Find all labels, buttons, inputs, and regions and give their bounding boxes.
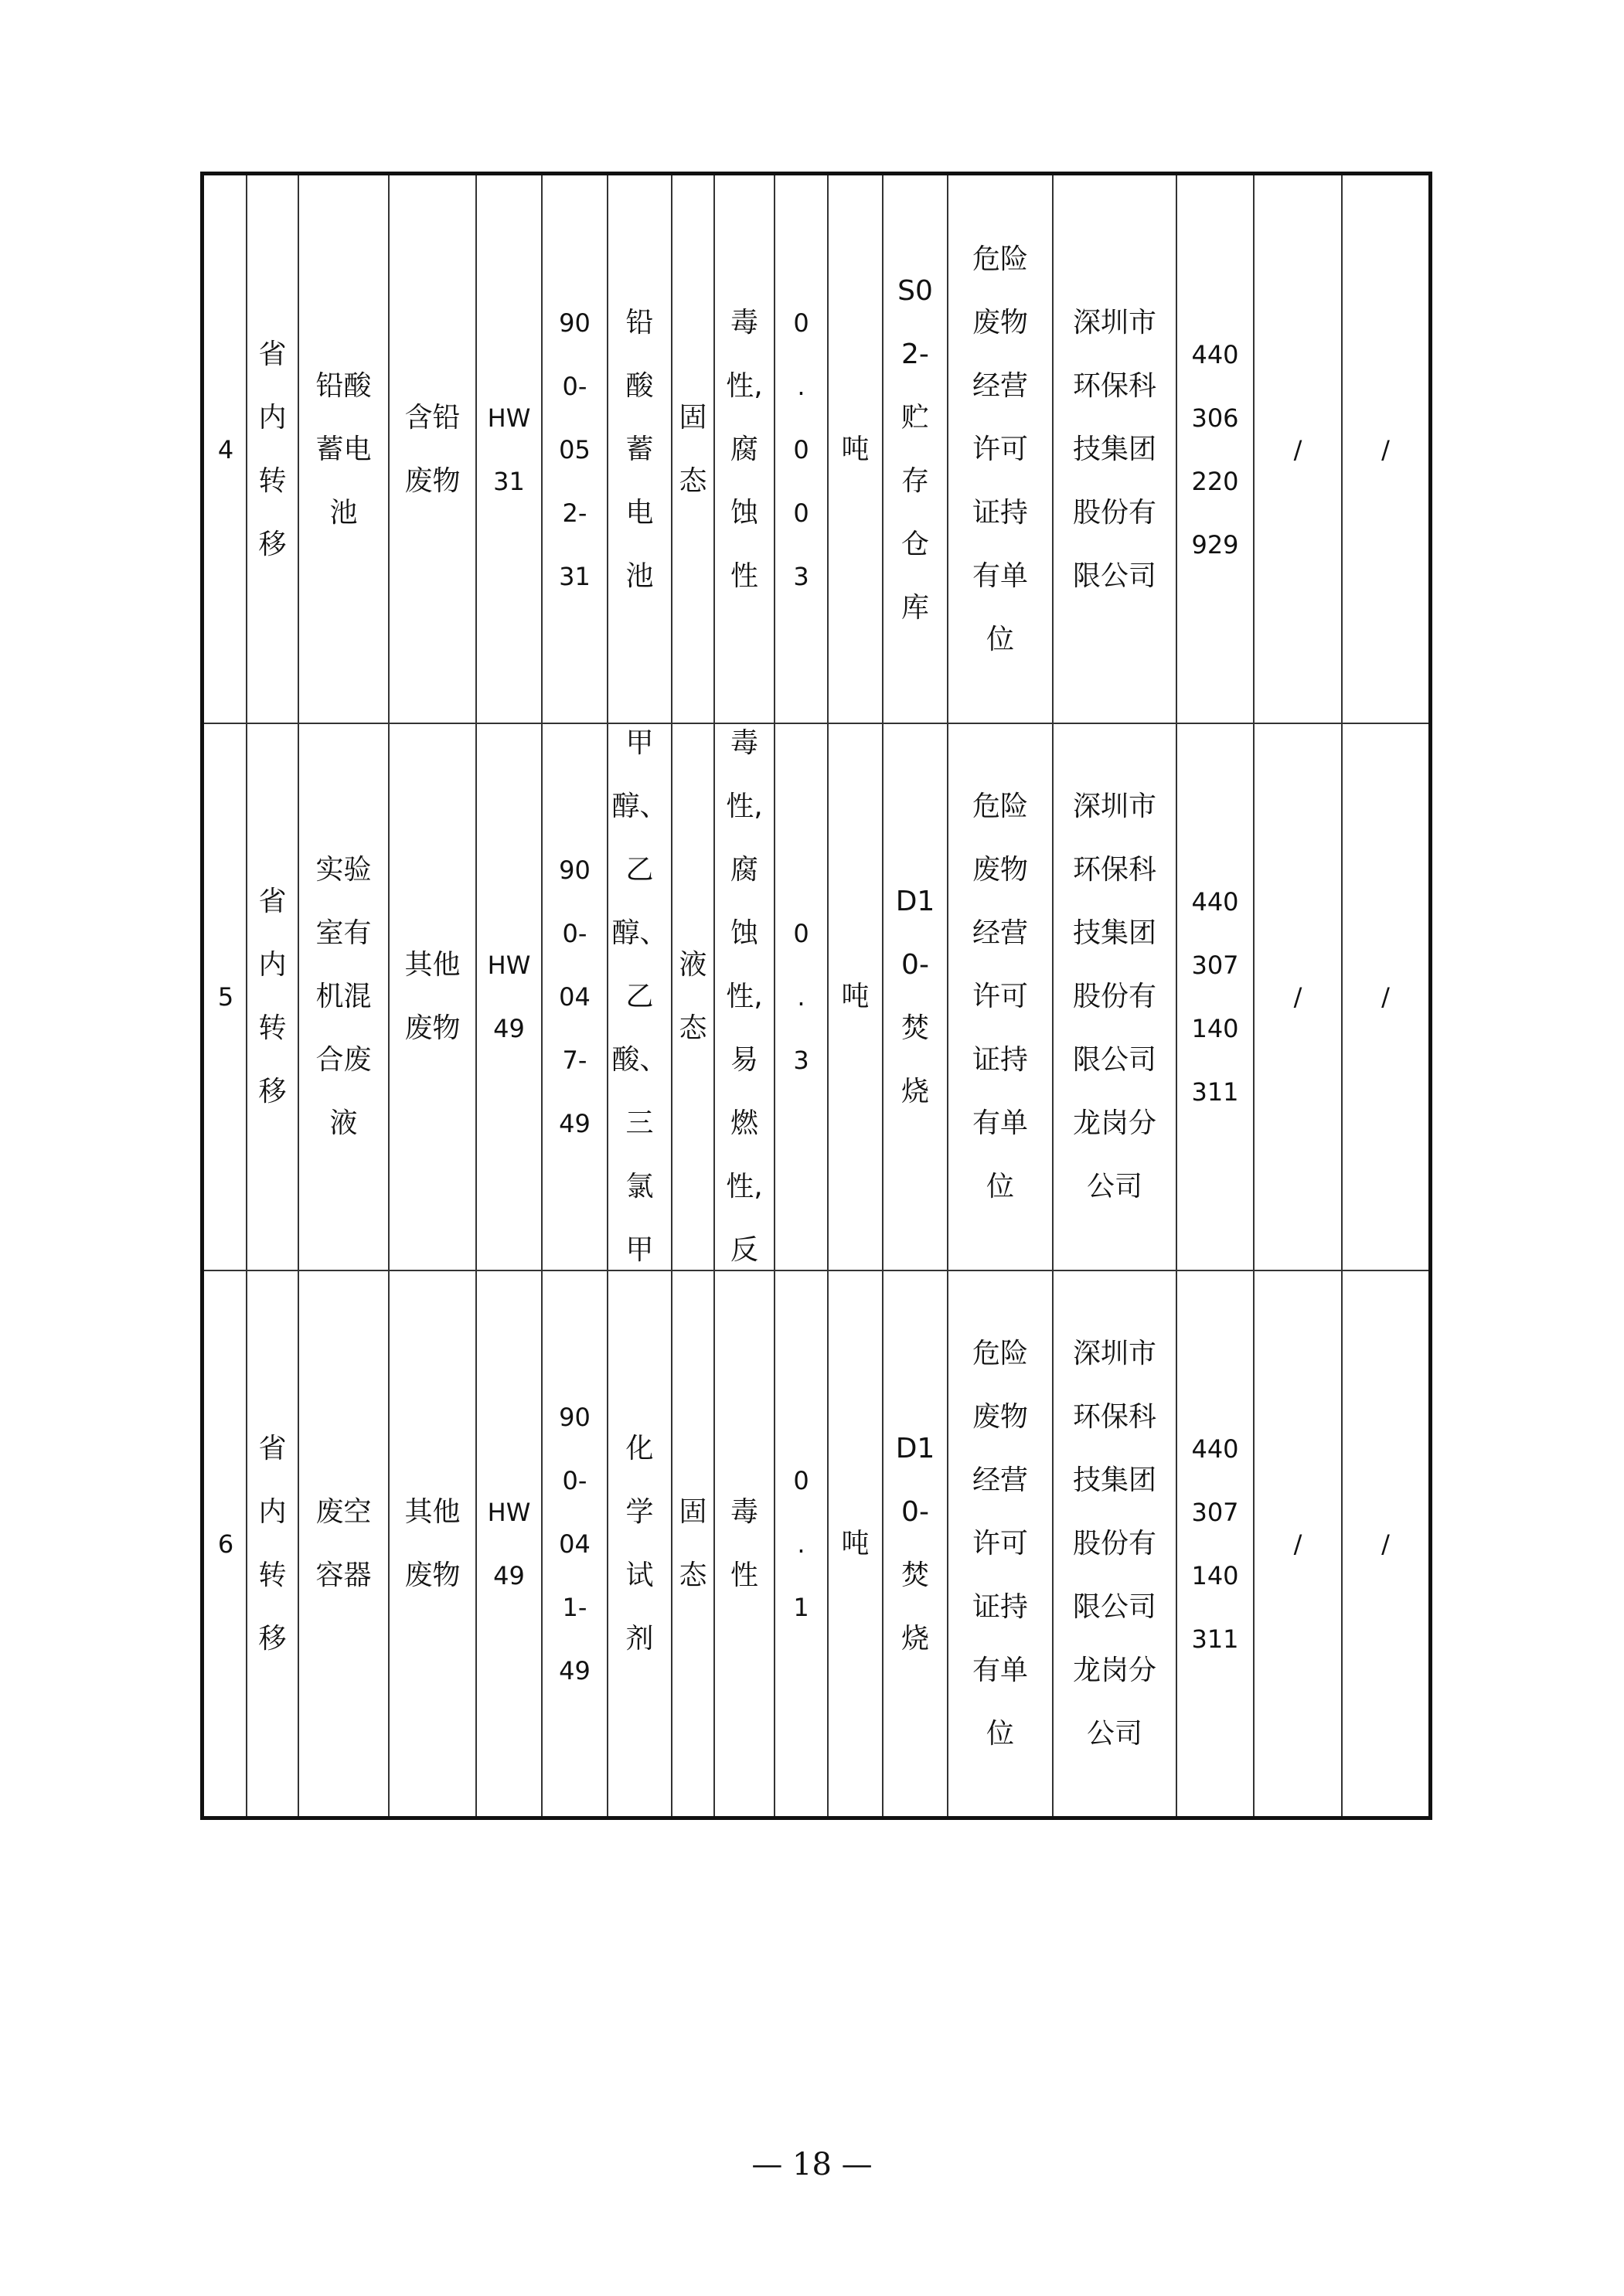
table-cell-component [608,177,671,723]
cell-text: 铅 酸 蓄 电 池 [625,307,654,592]
cell-text: 440 306 220 929 [1191,340,1239,560]
cell-text: 液 态 [679,949,707,1044]
cell-text: 废空 容器 [315,1495,372,1591]
cell-text: 吨 [841,1527,870,1560]
cell-text: 甲 醇、 乙 醇、 乙 酸、 三 氯 甲 [611,727,668,1266]
table-cell-name [299,1271,388,1816]
table-cell-transfer [247,724,298,1270]
table-cell-name [299,177,388,723]
table-cell-amount [775,724,827,1270]
table-cell-code [543,177,607,723]
cell-text: 深圳市 环保科 技集团 股份有 限公司 [1072,307,1156,592]
cell-text: 6 [217,1529,234,1559]
table-cell-receiver-type [948,724,1052,1270]
table-cell-name [299,724,388,1270]
cell-text: 90 0- 04 7- 49 [559,855,591,1138]
cell-text: 5 [217,982,234,1012]
cell-text: 省 内 转 移 [258,886,287,1107]
cell-text: 深圳市 环保科 技集团 股份有 限公司 龙岗分 公司 [1072,791,1156,1202]
cell-text: 危险 废物 经营 许可 证持 有单 位 [972,243,1028,655]
cell-text: 化 学 试 剂 [625,1432,654,1655]
table-cell-form [672,177,713,723]
cell-text: / [1381,435,1390,464]
table-cell-class [477,1271,541,1816]
cell-text: / [1293,435,1302,464]
cell-text: 90 0- 05 2- 31 [559,308,591,591]
cell-text: 毒 性 [730,1495,758,1591]
cell-text: S0 2- 贮 存 仓 库 [897,275,933,624]
table-cell-col16 [1343,177,1428,723]
table-cell-num [206,1271,246,1816]
cell-text: 0 . 1 [793,1465,809,1622]
table-cell-class [477,724,541,1270]
table-cell-num [206,724,246,1270]
cell-text: HW 49 [487,951,531,1043]
table-cell-category [390,1271,475,1816]
cell-text: 4 [217,435,234,464]
cell-text: 吨 [841,434,870,465]
cell-text: 深圳市 环保科 技集团 股份有 限公司 龙岗分 公司 [1072,1337,1156,1750]
table-cell-hazard [715,177,774,723]
table-cell-method [883,1271,947,1816]
cell-text: 毒 性, 腐 蚀 性 [726,307,763,592]
cell-text: 含铅 废物 [404,402,461,497]
cell-text: 省 内 转 移 [258,338,287,560]
cell-text: 其他 废物 [404,1495,461,1591]
cell-text: / [1381,982,1390,1012]
cell-text: 0 . 0 0 3 [793,308,809,591]
cell-text: 毒 性, 腐 蚀 性, 易 燃 性, 反 [726,727,763,1266]
dash-left: — [751,2147,793,2182]
cell-text: / [1381,1529,1390,1559]
cell-text: 440 307 140 311 [1191,1434,1239,1654]
cell-text: HW 49 [487,1497,531,1590]
table-cell-component [608,1271,671,1816]
cell-text: D1 0- 焚 烧 [895,886,935,1107]
cell-text: D1 0- 焚 烧 [895,1432,935,1655]
table-cell-component [608,724,671,1270]
table-cell-hazard [715,724,774,1270]
table-cell-num [206,177,246,723]
table-cell-method [883,724,947,1270]
table-cell-hazard [715,1271,774,1816]
table-cell-category [390,724,475,1270]
table-cell-col15 [1255,724,1341,1270]
table-cell-amount [775,1271,827,1816]
cell-text: 实验 室有 机混 合废 液 [315,854,372,1139]
cell-text: 固 态 [679,402,707,497]
table-cell-transfer [247,1271,298,1816]
cell-text: HW 31 [487,403,531,496]
cell-text: 0 . 3 [793,919,809,1075]
cell-text: 危险 废物 经营 许可 证持 有单 位 [972,791,1028,1202]
cell-text: / [1293,982,1302,1012]
table-cell-unit [829,724,882,1270]
cell-text: 440 307 140 311 [1191,887,1239,1107]
table-cell-license [1177,1271,1253,1816]
table-cell-form [672,1271,713,1816]
table-cell-license [1177,177,1253,723]
cell-text: 固 态 [679,1495,707,1591]
table-cell-col15 [1255,177,1341,723]
table-cell-unit [829,1271,882,1816]
cell-text: 吨 [841,981,870,1012]
table-cell-receiver [1054,1271,1176,1816]
table-cell-code [543,1271,607,1816]
table-cell-category [390,177,475,723]
table-cell-receiver [1054,724,1176,1270]
cell-text: 其他 废物 [404,949,461,1044]
table-cell-class [477,177,541,723]
table-cell-code [543,724,607,1270]
table-cell-col16 [1343,1271,1428,1816]
page-number: 18 [792,2147,832,2182]
page-footer [0,2147,1624,2182]
table-cell-receiver [1054,177,1176,723]
table-cell-receiver-type [948,177,1052,723]
cell-text: 90 0- 04 1- 49 [559,1402,591,1685]
cell-text: 铅酸 蓄电 池 [315,370,372,529]
cell-text: 危险 废物 经营 许可 证持 有单 位 [972,1337,1028,1750]
hazardous-waste-transfer-table [200,172,1432,1820]
table-cell-col16 [1343,724,1428,1270]
table-cell-col15 [1255,1271,1341,1816]
table-cell-unit [829,177,882,723]
table-cell-receiver-type [948,1271,1052,1816]
table-cell-form [672,724,713,1270]
table-cell-transfer [247,177,298,723]
cell-text: 省 内 转 移 [258,1432,287,1655]
table-cell-license [1177,724,1253,1270]
dash-right: — [831,2147,873,2182]
table-cell-method [883,177,947,723]
cell-text: / [1293,1529,1302,1559]
table-cell-amount [775,177,827,723]
